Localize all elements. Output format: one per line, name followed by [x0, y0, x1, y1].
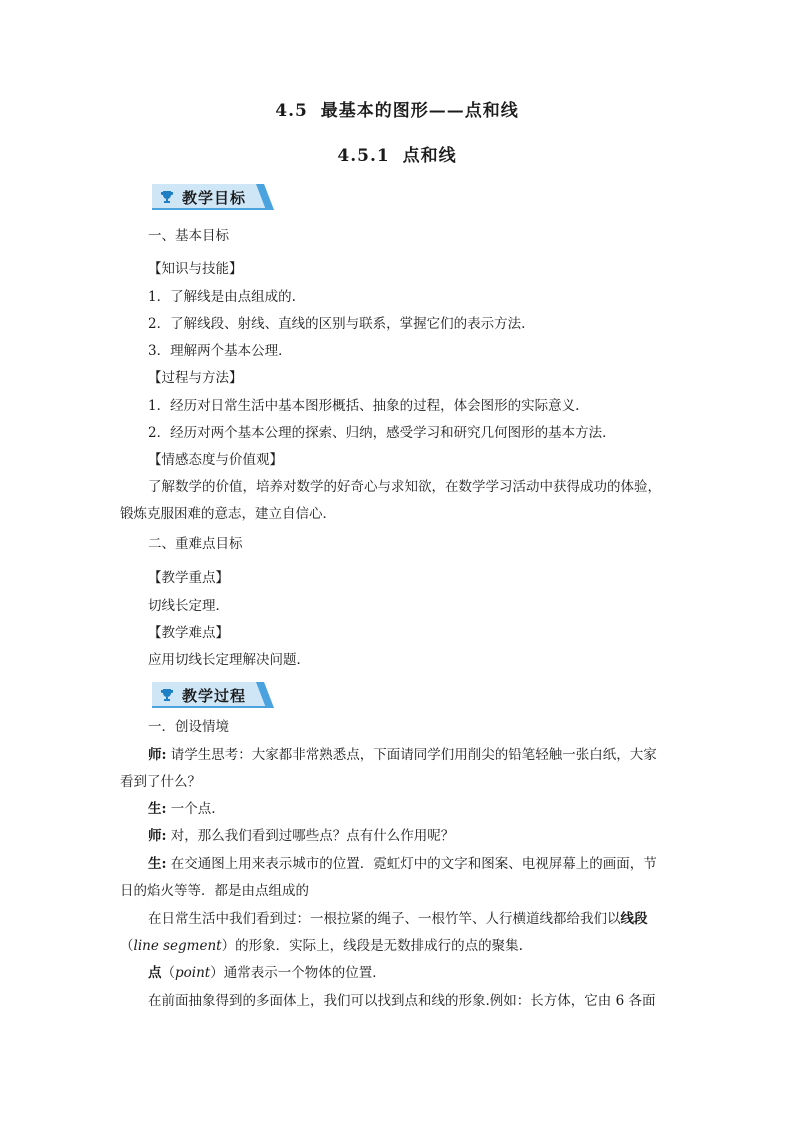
knowledge-item-2: 2．了解线段、射线、直线的区别与联系，掌握它们的表示方法.: [148, 316, 526, 332]
paren-open: （: [120, 938, 134, 954]
page-title: [0, 96, 794, 121]
difficulty-text: 应用切线长定理解决问题．: [148, 652, 310, 668]
paragraph-text: 在日常生活中我们看到过：一根拉紧的绳子、一根竹竿、人行横道线都给我们以: [148, 911, 621, 927]
key-goal-heading: 二、重难点目标: [148, 536, 243, 552]
paragraph-line-segment-cont: [120, 937, 680, 955]
focus-heading: 【教学重点】: [148, 570, 229, 586]
term-english-line-segment: line segment: [133, 938, 222, 954]
student-label: 生:: [148, 801, 167, 817]
basic-goal-heading: 一、基本目标: [148, 228, 229, 244]
knowledge-item-1: 1．了解线是由点组成的.: [148, 289, 296, 305]
paragraph-text: ）通常表示一个物体的位置．: [210, 965, 386, 981]
student-text: 在交通图上用来表示城市的位置．霓虹灯中的文字和图案、电视屏幕上的画面，节: [166, 856, 657, 872]
teacher-line-2: [120, 827, 680, 845]
paragraph-line-segment: [120, 910, 680, 928]
title-text: 最基本的图形——点和线: [320, 101, 519, 121]
method-heading: 【过程与方法】: [148, 370, 243, 386]
paragraph-polyhedron: 在前面抽象得到的多面体上，我们可以找到点和线的形象.例如：长方体，它由 6 各面: [148, 993, 656, 1009]
method-item-2: 2．经历对两个基本公理的探索、归纳，感受学习和研究几何图形的基本方法．: [148, 425, 616, 441]
student-line-1: [120, 800, 680, 818]
teacher-line-1-cont: 看到了什么？: [120, 774, 201, 790]
term-english-point: point: [175, 965, 211, 981]
focus-text: 切线长定理．: [148, 598, 229, 614]
teacher-line-1: [120, 746, 680, 764]
title-number: 4.5: [275, 101, 308, 121]
teacher-label: 师:: [148, 828, 167, 844]
paragraph-point: [120, 964, 680, 982]
emotion-text-2: 锻炼克服困难的意志，建立自信心．: [120, 506, 336, 522]
teacher-text: 对，那么我们看到过哪些点？点有什么作用呢？: [166, 828, 455, 844]
goal-banner-label: 教学目标: [182, 189, 247, 207]
knowledge-item-3: 3．理解两个基本公理．: [148, 343, 292, 359]
teacher-label: 师:: [148, 747, 167, 763]
student-line-2: [120, 855, 680, 873]
process-banner: [152, 682, 272, 708]
emotion-heading: 【情感态度与价值观】: [148, 452, 283, 468]
difficulty-heading: 【教学难点】: [148, 625, 229, 641]
term-point: 点: [148, 965, 162, 981]
teacher-text: 请学生思考：大家都非常熟悉点，下面请同学们用削尖的铅笔轻触一张白纸，大家: [166, 747, 657, 763]
method-item-1: 1．经历对日常生活中基本图形概括、抽象的过程，体会图形的实际意义.: [148, 398, 580, 414]
emotion-text-1: 了解数学的价值，培养对数学的好奇心与求知欲，在数学学习活动中获得成功的体验，: [148, 479, 661, 495]
subtitle-number: 4.5.1: [337, 146, 390, 166]
student-text: 一个点.: [166, 801, 216, 817]
student-label: 生:: [148, 856, 167, 872]
page-subtitle: [0, 141, 794, 166]
goal-banner: [152, 184, 272, 210]
trophy-icon: [160, 688, 174, 702]
process-banner-label: 教学过程: [182, 687, 247, 705]
paragraph-text: ）的形象．实际上，线段是无数排成行的点的聚集.: [221, 938, 523, 954]
trophy-icon: [160, 190, 174, 204]
student-line-2-cont: 日的焰火等等．都是由点组成的: [120, 883, 309, 899]
knowledge-heading: 【知识与技能】: [148, 261, 243, 277]
step-1-heading: 一．创设情境: [148, 719, 229, 735]
term-line-segment: 线段: [620, 911, 648, 927]
subtitle-text: 点和线: [402, 146, 457, 166]
paren-open: （: [161, 965, 175, 981]
